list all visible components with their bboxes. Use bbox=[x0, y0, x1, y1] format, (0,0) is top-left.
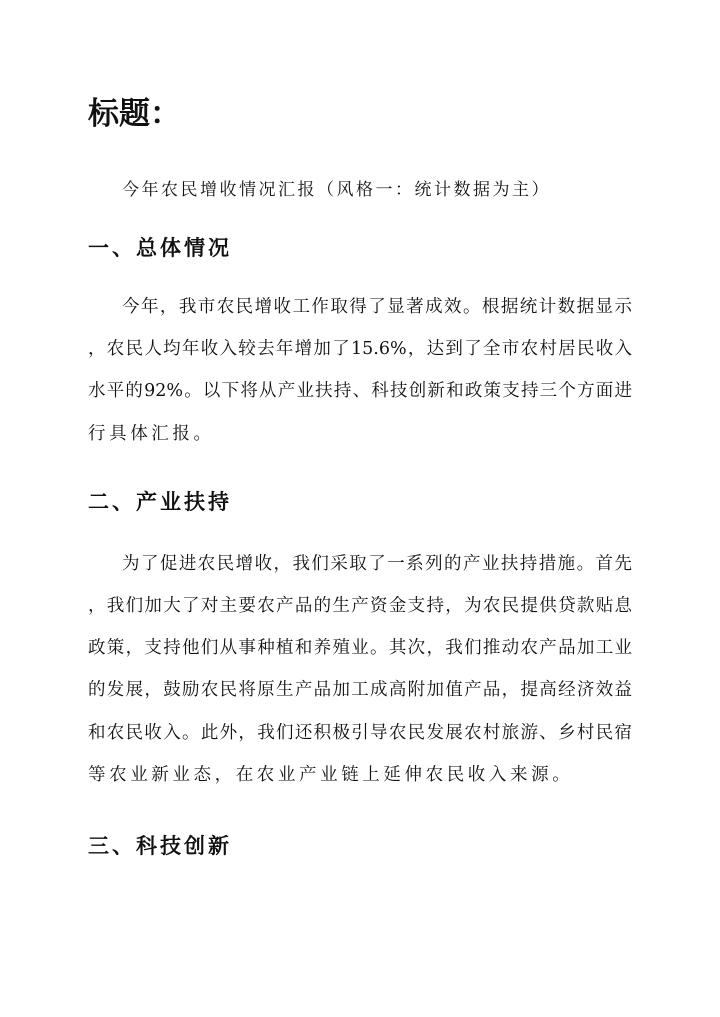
section-heading-overview: 一、总体情况 bbox=[88, 235, 232, 260]
paragraph-line: 政策，支持他们从事种植和养殖业。其次，我们推动农产品加工业 bbox=[88, 638, 632, 658]
document-subtitle: 今年农民增收情况汇报（风格一：统计数据为主） bbox=[122, 180, 551, 200]
section-heading-tech-innovation: 三、科技创新 bbox=[88, 833, 232, 858]
paragraph-line: 的发展，鼓励农民将原生产品加工成高附加值产品，提高经济效益 bbox=[88, 680, 632, 700]
paragraph-line: 水平的92%。以下将从产业扶持、科技创新和政策支持三个方面进 bbox=[88, 381, 632, 401]
paragraph-line: 为了促进农民增收，我们采取了一系列的产业扶持措施。首先 bbox=[122, 554, 632, 574]
paragraph-line: ，我们加大了对主要农产品的生产资金支持，为农民提供贷款贴息 bbox=[88, 596, 632, 616]
document-title: 标题： bbox=[88, 96, 181, 132]
paragraph-line: 行具体汇报。 bbox=[88, 424, 215, 444]
section-heading-industry-support: 二、产业扶持 bbox=[88, 489, 232, 514]
paragraph-line: 和农民收入。此外，我们还积极引导农民发展农村旅游、乡村民宿 bbox=[88, 723, 632, 743]
paragraph-line: 等农业新业态，在农业产业链上延伸农民收入来源。 bbox=[88, 765, 574, 785]
paragraph-line: ，农民人均年收入较去年增加了15.6%，达到了全市农村居民收入 bbox=[88, 339, 632, 359]
paragraph-line: 今年，我市农民增收工作取得了显著成效。根据统计数据显示 bbox=[122, 297, 632, 317]
